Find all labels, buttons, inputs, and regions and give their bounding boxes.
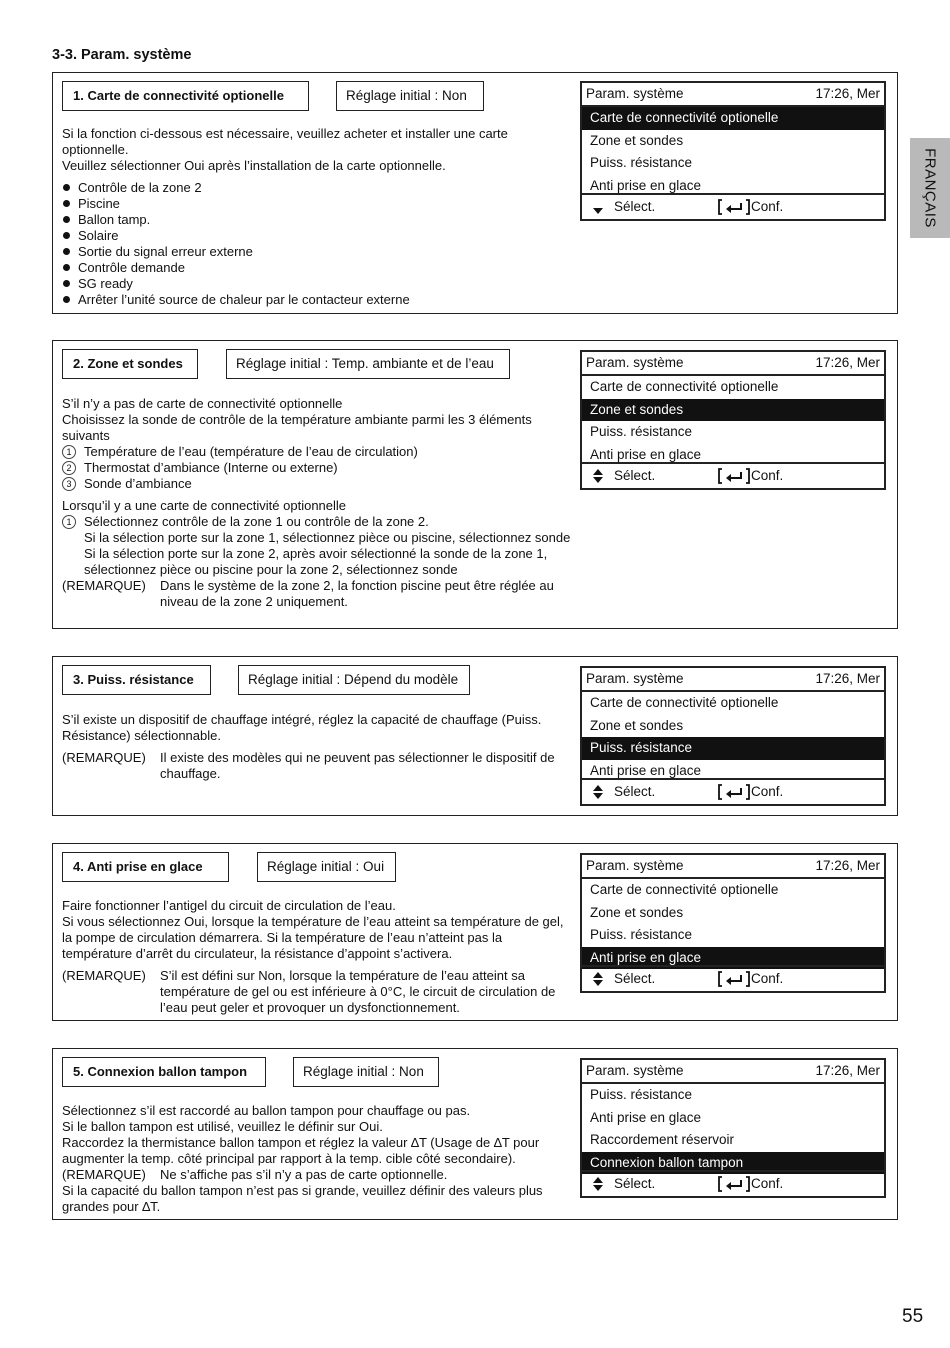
remark-label: (REMARQUE) bbox=[62, 968, 146, 983]
lcd-screen bbox=[580, 1058, 886, 1198]
up-down-arrow-icon bbox=[591, 784, 605, 800]
paragraph: Si vous sélectionnez Oui, lorsque la température de l’eau atteint sa température de gel, la pompe de circulation démarrera. Si la température de l’eau n’atteint pas la température d’arrêt du circulateur, la résistance d’appoint s’activera. bbox=[62, 914, 564, 961]
section-body bbox=[62, 126, 574, 308]
enter-key-icon bbox=[718, 198, 750, 216]
paragraph: Choisissez la sonde de contrôle de la température ambiante parmi les 3 éléments suivants bbox=[62, 412, 532, 443]
list-item: Sortie du signal erreur externe bbox=[62, 244, 574, 260]
enter-key-icon bbox=[718, 1175, 750, 1193]
select-label: Sélect. bbox=[614, 199, 656, 214]
select-label: Sélect. bbox=[614, 1176, 656, 1191]
language-side-tab bbox=[910, 138, 950, 238]
paragraph: Lorsqu’il y a une carte de connectivité optionnelle bbox=[62, 498, 347, 513]
lcd-menu-item[interactable]: Carte de connectivité optionelle bbox=[590, 695, 779, 710]
paragraph: S’il existe un dispositif de chauffage intégré, réglez la capacité de chauffage (Puiss. Résistance) sélectionnable. bbox=[62, 712, 542, 743]
lcd-screen bbox=[580, 666, 886, 806]
paragraph: Faire fonctionner l’antigel du circuit de circulation de l’eau. bbox=[62, 898, 396, 913]
lcd-clock: 17:26, Mer bbox=[815, 671, 880, 686]
initial-setting: Réglage initial : Dépend du modèle bbox=[238, 665, 470, 695]
lcd-clock: 17:26, Mer bbox=[815, 355, 880, 370]
list-item: Contrôle de la zone 2 bbox=[62, 180, 574, 196]
section-title: 2. Zone et sondes bbox=[62, 349, 198, 379]
section-body bbox=[62, 1103, 570, 1215]
select-label: Sélect. bbox=[614, 468, 656, 483]
lcd-menu-item[interactable]: Puiss. résistance bbox=[590, 155, 693, 170]
lcd-menu-item[interactable]: Anti prise en glace bbox=[590, 762, 702, 778]
lcd-screen bbox=[580, 81, 886, 221]
remark-text: S’il est défini sur Non, lorsque la température de l’eau atteint sa température de gel ou est inférieure à 0°C, le circuit de circulation de l’eau peut geler et provoquer un dysfonctionnement. bbox=[160, 968, 556, 1015]
lcd-menu-item[interactable]: Anti prise en glace bbox=[590, 1109, 702, 1125]
step-item: 1 Sélectionnez contrôle de la zone 1 ou contrôle de la zone 2. bbox=[62, 514, 577, 530]
remark-label: (REMARQUE) bbox=[62, 1167, 146, 1182]
step-detail: Si la sélection porte sur la zone 2, après avoir sélectionné la sonde de la zone 1, sélectionnez pièce ou piscine pour la zone 2, sélectionnez sonde bbox=[84, 546, 548, 577]
section-title: 3. Puiss. résistance bbox=[62, 665, 211, 695]
list-item: Solaire bbox=[62, 228, 574, 244]
remark bbox=[62, 750, 562, 782]
lcd-menu-item[interactable]: Zone et sondes bbox=[590, 904, 684, 920]
intro-text: Veuillez sélectionner Oui après l’installation de la carte optionnelle. bbox=[62, 158, 446, 173]
up-down-arrow-icon bbox=[591, 1176, 605, 1192]
list-item: SG ready bbox=[62, 276, 574, 292]
remark bbox=[62, 578, 577, 610]
section-body bbox=[62, 396, 577, 610]
initial-setting: Réglage initial : Non bbox=[293, 1057, 439, 1087]
section-heater-power bbox=[52, 656, 898, 816]
lcd-menu-item[interactable]: Carte de connectivité optionelle bbox=[590, 882, 779, 897]
lcd-menu-item[interactable]: Raccordement réservoir bbox=[590, 1132, 735, 1147]
paragraph: Raccordez la thermistance ballon tampon et réglez la valeur ∆T (Usage de ∆T pour augmenter la temp. côté principal par rapport à la temp. cible côté secondaire). bbox=[62, 1135, 540, 1166]
section-title: 4. Anti prise en glace bbox=[62, 852, 229, 882]
initial-setting: Réglage initial : Oui bbox=[257, 852, 396, 882]
remark-text: Ne s’affiche pas s’il n’y a pas de carte optionnelle. bbox=[160, 1167, 448, 1182]
function-list bbox=[62, 180, 574, 308]
section-body bbox=[62, 712, 562, 782]
list-item: Piscine bbox=[62, 196, 574, 212]
confirm-label: Conf. bbox=[751, 1176, 784, 1191]
lcd-title: Param. système bbox=[586, 671, 684, 686]
page-number: 55 bbox=[902, 1306, 924, 1327]
lcd-screen bbox=[580, 350, 886, 490]
lcd-menu-item[interactable]: Puiss. résistance bbox=[590, 1087, 693, 1102]
lcd-screen bbox=[580, 853, 886, 993]
number-badge: 2 bbox=[62, 461, 76, 475]
section-zone-sensors bbox=[52, 340, 898, 629]
paragraph: S’il n’y a pas de carte de connectivité optionnelle bbox=[62, 396, 343, 411]
paragraph: Si la capacité du ballon tampon n’est pas si grande, veuillez définir des valeurs plus grandes pour ∆T. bbox=[62, 1183, 543, 1214]
down-arrow-icon bbox=[591, 199, 605, 215]
initial-setting: Réglage initial : Non bbox=[336, 81, 484, 111]
paragraph: Si le ballon tampon est utilisé, veuillez le définir sur Oui. bbox=[62, 1119, 383, 1134]
section-title: 5. Connexion ballon tampon bbox=[62, 1057, 266, 1087]
section-body bbox=[62, 898, 572, 1016]
lcd-title: Param. système bbox=[586, 355, 684, 370]
lcd-clock: 17:26, Mer bbox=[815, 86, 880, 101]
remark-text: Il existe des modèles qui ne peuvent pas sélectionner le dispositif de chauffage. bbox=[160, 750, 555, 781]
enter-key-icon bbox=[718, 467, 750, 485]
list-item: Arrêter l’unité source de chaleur par le contacteur externe bbox=[62, 292, 574, 308]
up-down-arrow-icon bbox=[591, 468, 605, 484]
lcd-clock: 17:26, Mer bbox=[815, 1063, 880, 1078]
list-item: Ballon tamp. bbox=[62, 212, 574, 228]
remark-text: Dans le système de la zone 2, la fonction piscine peut être réglée au niveau de la zone 2 uniquement. bbox=[160, 578, 554, 609]
lcd-menu-item[interactable]: Zone et sondes bbox=[590, 132, 684, 148]
lcd-menu-item[interactable]: Carte de connectivité optionelle bbox=[590, 379, 779, 394]
step-detail: Si la sélection porte sur la zone 1, sélectionnez pièce ou piscine, sélectionnez sonde bbox=[84, 530, 571, 545]
confirm-label: Conf. bbox=[751, 199, 784, 214]
lcd-title: Param. système bbox=[586, 86, 684, 101]
remark bbox=[62, 968, 572, 1016]
paragraph: Sélectionnez s’il est raccordé au ballon tampon pour chauffage ou pas. bbox=[62, 1103, 471, 1118]
option-item: 2 Thermostat d’ambiance (Interne ou externe) bbox=[62, 460, 577, 476]
confirm-label: Conf. bbox=[751, 784, 784, 799]
intro-text: Si la fonction ci-dessous est nécessaire, veuillez acheter et installer une carte optionnelle. bbox=[62, 126, 508, 157]
option-item: 1 Température de l’eau (température de l’eau de circulation) bbox=[62, 444, 577, 460]
lcd-menu-item[interactable]: Anti prise en glace bbox=[590, 446, 702, 462]
list-item: Contrôle demande bbox=[62, 260, 574, 276]
initial-setting: Réglage initial : Temp. ambiante et de l’eau bbox=[226, 349, 510, 379]
lcd-menu-item[interactable]: Carte de connectivité optionelle bbox=[582, 107, 884, 130]
lcd-clock: 17:26, Mer bbox=[815, 858, 880, 873]
lcd-menu-item[interactable]: Puiss. résistance bbox=[582, 737, 884, 760]
up-down-arrow-icon bbox=[591, 971, 605, 987]
select-label: Sélect. bbox=[614, 971, 656, 986]
enter-key-icon bbox=[718, 783, 750, 801]
remark-label: (REMARQUE) bbox=[62, 750, 146, 765]
section-anti-freeze bbox=[52, 843, 898, 1021]
section-buffer-tank bbox=[52, 1048, 898, 1220]
section-optional-board bbox=[52, 72, 898, 314]
lcd-menu-item[interactable]: Puiss. résistance bbox=[590, 927, 693, 942]
confirm-label: Conf. bbox=[751, 971, 784, 986]
lcd-menu-item[interactable]: Puiss. résistance bbox=[590, 424, 693, 439]
number-badge: 1 bbox=[62, 445, 76, 459]
number-badge: 1 bbox=[62, 515, 76, 529]
remark-label: (REMARQUE) bbox=[62, 578, 146, 593]
lcd-menu-item[interactable]: Zone et sondes bbox=[582, 399, 884, 422]
lcd-menu-item[interactable]: Connexion ballon tampon bbox=[582, 1152, 884, 1175]
lcd-title: Param. système bbox=[586, 1063, 684, 1078]
select-label: Sélect. bbox=[614, 784, 656, 799]
number-badge: 3 bbox=[62, 477, 76, 491]
option-item: 3 Sonde d’ambiance bbox=[62, 476, 577, 492]
confirm-label: Conf. bbox=[751, 468, 784, 483]
enter-key-icon bbox=[718, 970, 750, 988]
lcd-menu-item[interactable]: Anti prise en glace bbox=[582, 947, 884, 970]
section-title: 1. Carte de connectivité optionelle bbox=[62, 81, 309, 111]
lcd-title: Param. système bbox=[586, 858, 684, 873]
page-heading: 3-3. Param. système bbox=[52, 47, 192, 63]
language-label: FRANÇAIS bbox=[921, 148, 939, 228]
lcd-menu-item[interactable]: Anti prise en glace bbox=[590, 177, 702, 193]
lcd-menu-item[interactable]: Zone et sondes bbox=[590, 717, 684, 733]
remark bbox=[62, 1167, 570, 1183]
